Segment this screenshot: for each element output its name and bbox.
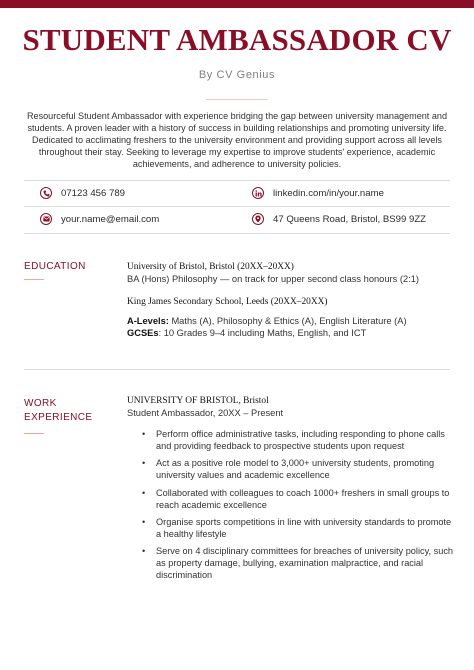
title-divider	[206, 99, 268, 100]
list-item	[140, 428, 458, 452]
contact-address	[252, 213, 426, 225]
a-levels-label: A-Levels:	[127, 316, 169, 326]
bullet-text: Organise sports competitions in line with university standards to promote a healthy lifestyle	[156, 516, 452, 539]
cv-title: STUDENT AMBASSADOR CV	[22, 22, 452, 57]
education-entry-title: King James Secondary School, Leeds (20XX–20XX)	[127, 297, 328, 307]
bullet-icon: •	[142, 429, 146, 439]
list-item	[140, 457, 458, 481]
contact-middle-divider	[24, 206, 450, 207]
employer-location: , Bristol	[238, 396, 269, 406]
list-item	[140, 516, 458, 540]
list-item	[140, 545, 458, 581]
employer-name: UNIVERSITY OF BRISTOL	[127, 396, 239, 406]
list-item	[140, 487, 458, 511]
a-levels-line	[127, 316, 407, 326]
contact-bottom-divider	[24, 233, 450, 234]
education-entry-detail: BA (Hons) Philosophy — on track for upper second class honours (2:1)	[127, 274, 419, 284]
work-heading-rule	[24, 433, 44, 434]
linkedin-link[interactable]: linkedin.com/in/your.name	[273, 187, 384, 199]
bullet-text: Collaborated with colleagues to coach 1000+ freshers in small groups to reach academic excellence	[156, 487, 450, 510]
phone-icon	[40, 187, 52, 199]
bullet-icon: •	[142, 487, 146, 498]
top-accent-bar	[0, 0, 474, 8]
bullet-icon: •	[142, 546, 146, 557]
profile-summary: Resourceful Student Ambassador with experience bridging the gap between university management and students. A proven leader with a history of success in building relationships and promoting university life. Dedicated to acclimating freshers to the university environment and providing support across all levels throughout their stay. Seeking to leverage my expertise to improve students' experience, academic achievements, and adherence to university policies.	[26, 111, 448, 170]
gcses-text: : 10 Grades 9–4 including Maths, English, and ICT	[158, 328, 367, 338]
cv-subtitle: By CV Genius	[198, 69, 276, 81]
bullet-icon: •	[142, 516, 146, 527]
bullet-icon: •	[142, 458, 146, 469]
work-role: Student Ambassador, 20XX – Present	[127, 408, 284, 418]
gcses-label: GCSEs	[127, 328, 159, 338]
gcses-line	[127, 328, 366, 338]
section-divider	[24, 369, 450, 370]
contact-top-divider	[24, 180, 450, 181]
linkedin-icon	[252, 187, 264, 199]
contact-email	[40, 213, 159, 225]
bullet-text: Serve on 4 disciplinary committees for breaches of university policy, such as property damage, bullying, examination malpractice, and racial discrimination	[156, 546, 454, 581]
contact-linkedin	[252, 187, 384, 199]
bullet-text: Perform office administrative tasks, including responding to phone calls and providing feedback to prospective students upon request	[156, 429, 445, 451]
email-address[interactable]: your.name@email.com	[61, 213, 160, 225]
envelope-icon	[40, 213, 52, 225]
education-heading: EDUCATION	[24, 261, 86, 272]
phone-number[interactable]: 07123 456 789	[61, 187, 126, 199]
education-heading-rule	[24, 279, 44, 280]
bullet-text: Act as a positive role model to 3,000+ university students, promoting university values and academic excellence	[156, 458, 435, 481]
contact-phone	[40, 187, 125, 199]
postal-address: 47 Queens Road, Bristol, BS99 9ZZ	[273, 213, 427, 225]
work-employer	[127, 396, 269, 406]
a-levels-text: Maths (A), Philosophy & Ethics (A), English Literature (A)	[168, 316, 407, 326]
location-pin-icon	[252, 213, 264, 225]
work-heading-line2: EXPERIENCE	[24, 412, 93, 423]
work-heading-line1: WORK	[24, 398, 57, 409]
education-entry-title: University of Bristol, Bristol (20XX–20XX)	[127, 262, 294, 272]
work-bullet-list	[140, 428, 458, 586]
